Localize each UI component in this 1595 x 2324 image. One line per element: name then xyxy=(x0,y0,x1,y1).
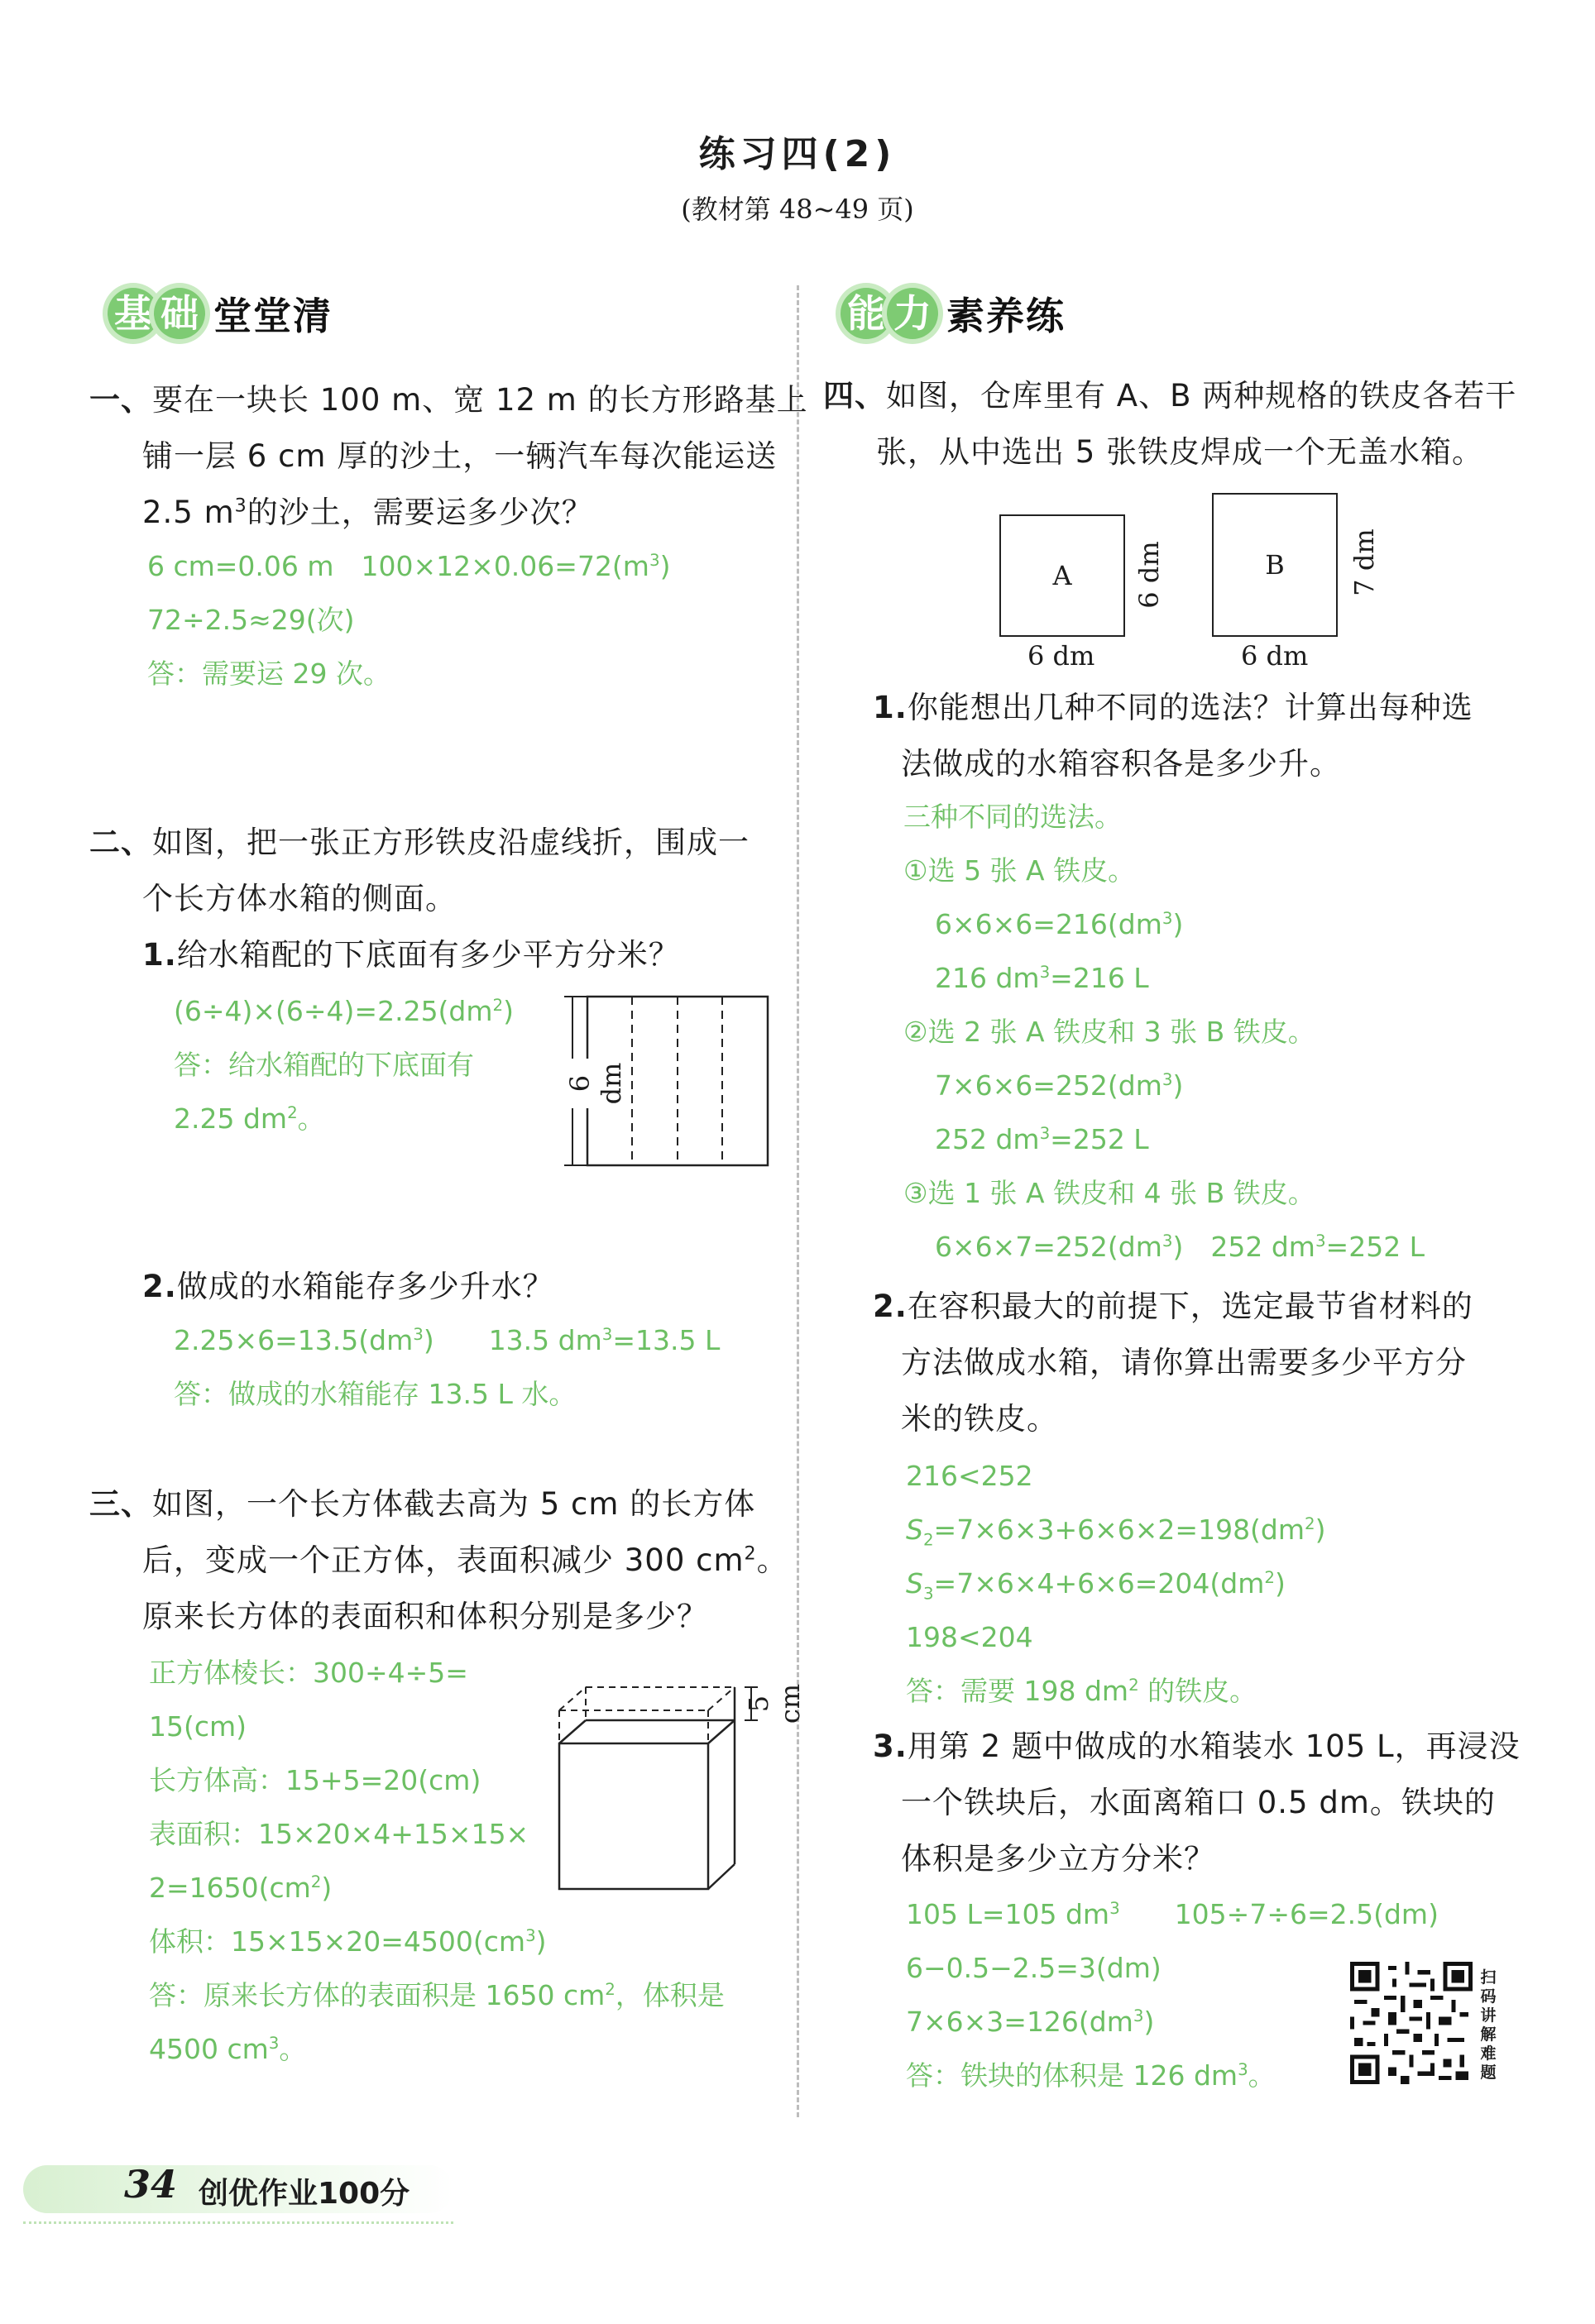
question-4: 四、如图，仓库里有 A、B 两种规格的铁皮各若干 张，从中选出 5 张铁皮焊成一个无盖水箱。 xyxy=(823,378,1517,470)
question-4-2: 2.在容积最大的前提下，选定最节省材料的 方法做成水箱，请你算出需要多少平方分 米的铁皮。 xyxy=(873,1289,1473,1437)
answer-4-1: 三种不同的选法。 ①选 5 张 A 铁皮。 $6\times 6\times 6=216(dm^3)$ 216 $dm^3=216$ L ②选 2 张 A 铁皮和 3 张 B 铁皮。 $7\times 6\times 6=252(dm^3)$ 252 $dm^3=252$ L ③选 1 张 A 铁皮和 4 张 B 铁皮。 $6\times 6\times 7=252(dm^3)$ 252 $dm^3=252$ L xyxy=(903,801,1425,1263)
question-4-1: 1.你能想出几种不同的选法？计算出每种选 法做成的水箱容积各是多少升。 xyxy=(873,690,1473,782)
footer-dotline xyxy=(23,2221,453,2224)
answer-2-1: $(6\div 4)\times(6\div 4)=2.25(dm^2)$ 答：给水箱配的下底面有 2.25 $dm^2$。 xyxy=(174,995,514,1135)
section-badge-ability xyxy=(841,281,1066,346)
dimension-label: 6 dm xyxy=(564,1059,597,1108)
badge-char: 能 xyxy=(841,288,892,339)
question-3: 三、如图，一个长方体截去高为 5 cm 的长方体 后，变成一个正方体，表面积减少 300 $cm^2$。 原来长方体的表面积和体积分别是多少？ xyxy=(89,1486,788,1634)
qr-caption: 扫码讲解难题 xyxy=(1480,1968,1497,2082)
page-title: 练习四(2) xyxy=(698,133,897,175)
answer-3: 正方体棱长：300÷4÷5= 15(cm) 长方体高：15+5=20(cm) 表面积：15×20×4+15×15× $2=1650(cm^2)$ 体积：$15\times 15\times 20=4500(cm^3)$ 答：原来长方体的表面积是 1650 $cm^2$，体积是 4500 $cm^3$。 xyxy=(149,1657,725,2065)
qr-code[interactable] xyxy=(1350,1962,1473,2084)
sheet-a-width: 6 dm xyxy=(1027,640,1095,672)
sheet-a-height: 6 dm xyxy=(1133,541,1165,609)
sheet-b: B xyxy=(1212,493,1338,637)
dimension-label: 5 cm xyxy=(743,1683,806,1724)
page-subtitle: (教材第 48~49 页) xyxy=(681,194,914,225)
badge-char: 础 xyxy=(154,288,205,339)
badge-char: 基 xyxy=(108,288,159,339)
brand-name: 创优作业100分 xyxy=(199,2177,410,2211)
question-2: 二、如图，把一张正方形铁皮沿虚线折，围成一 个长方体水箱的侧面。 1.给水箱配的下底面有多少平方分米？ xyxy=(89,825,750,973)
answer-4-3: 105 L=105 $dm^3$ 105÷7÷6=2.5(dm) 6−0.5−2.5=3(dm) $7\times 6\times 3=126(dm^3)$ 答：铁块的体积是 126 $dm^3$。 xyxy=(906,1898,1439,2092)
column-divider xyxy=(797,285,799,2117)
question-4-3: 3.用第 2 题中做成的水箱装水 105 L，再浸没 一个铁块后，水面离箱口 0.5 dm。铁块的 体积是多少立方分米？ xyxy=(873,1729,1521,1877)
question-1: 一、要在一块长 100 m、宽 12 m 的长方形路基上 铺一层 6 cm 厚的沙土，一辆汽车每次能运送 2.5 $m^3$的沙土，需要运多少次？ xyxy=(89,382,808,530)
sheet-b-width: 6 dm xyxy=(1241,640,1309,672)
badge-text: 素养练 xyxy=(946,294,1066,338)
badge-char: 力 xyxy=(887,288,938,339)
section-badge-basic xyxy=(108,281,333,346)
question-2-2: 2.做成的水箱能存多少升水？ xyxy=(142,1269,554,1304)
answer-2-2: $2.25\times 6=13.5(dm^3)$ 13.5 $dm^3=13.5$ L 答：做成的水箱能存 13.5 L 水。 xyxy=(174,1324,721,1410)
sheet-b-height: 7 dm xyxy=(1348,528,1380,596)
cube-front xyxy=(559,1743,708,1889)
answer-4-2: 216<252 $S_2=7\times 6\times 3+6\times 6\times 2=198(dm^2)$ $S_3=7\times 6\times 4+6\times 6=204(dm^2)$ 198<204 答：需要 198 $dm^2$ 的铁皮。 xyxy=(906,1460,1326,1707)
sheet-a: A xyxy=(999,514,1125,637)
badge-text: 堂堂清 xyxy=(213,294,333,338)
answer-1: 6 cm=0.06 m $100\times 12\times 0.06=72(m^3)$ 72÷2.5≈29(次) 答：需要运 29 次。 xyxy=(147,550,671,690)
page-number: 34 xyxy=(124,2162,178,2207)
